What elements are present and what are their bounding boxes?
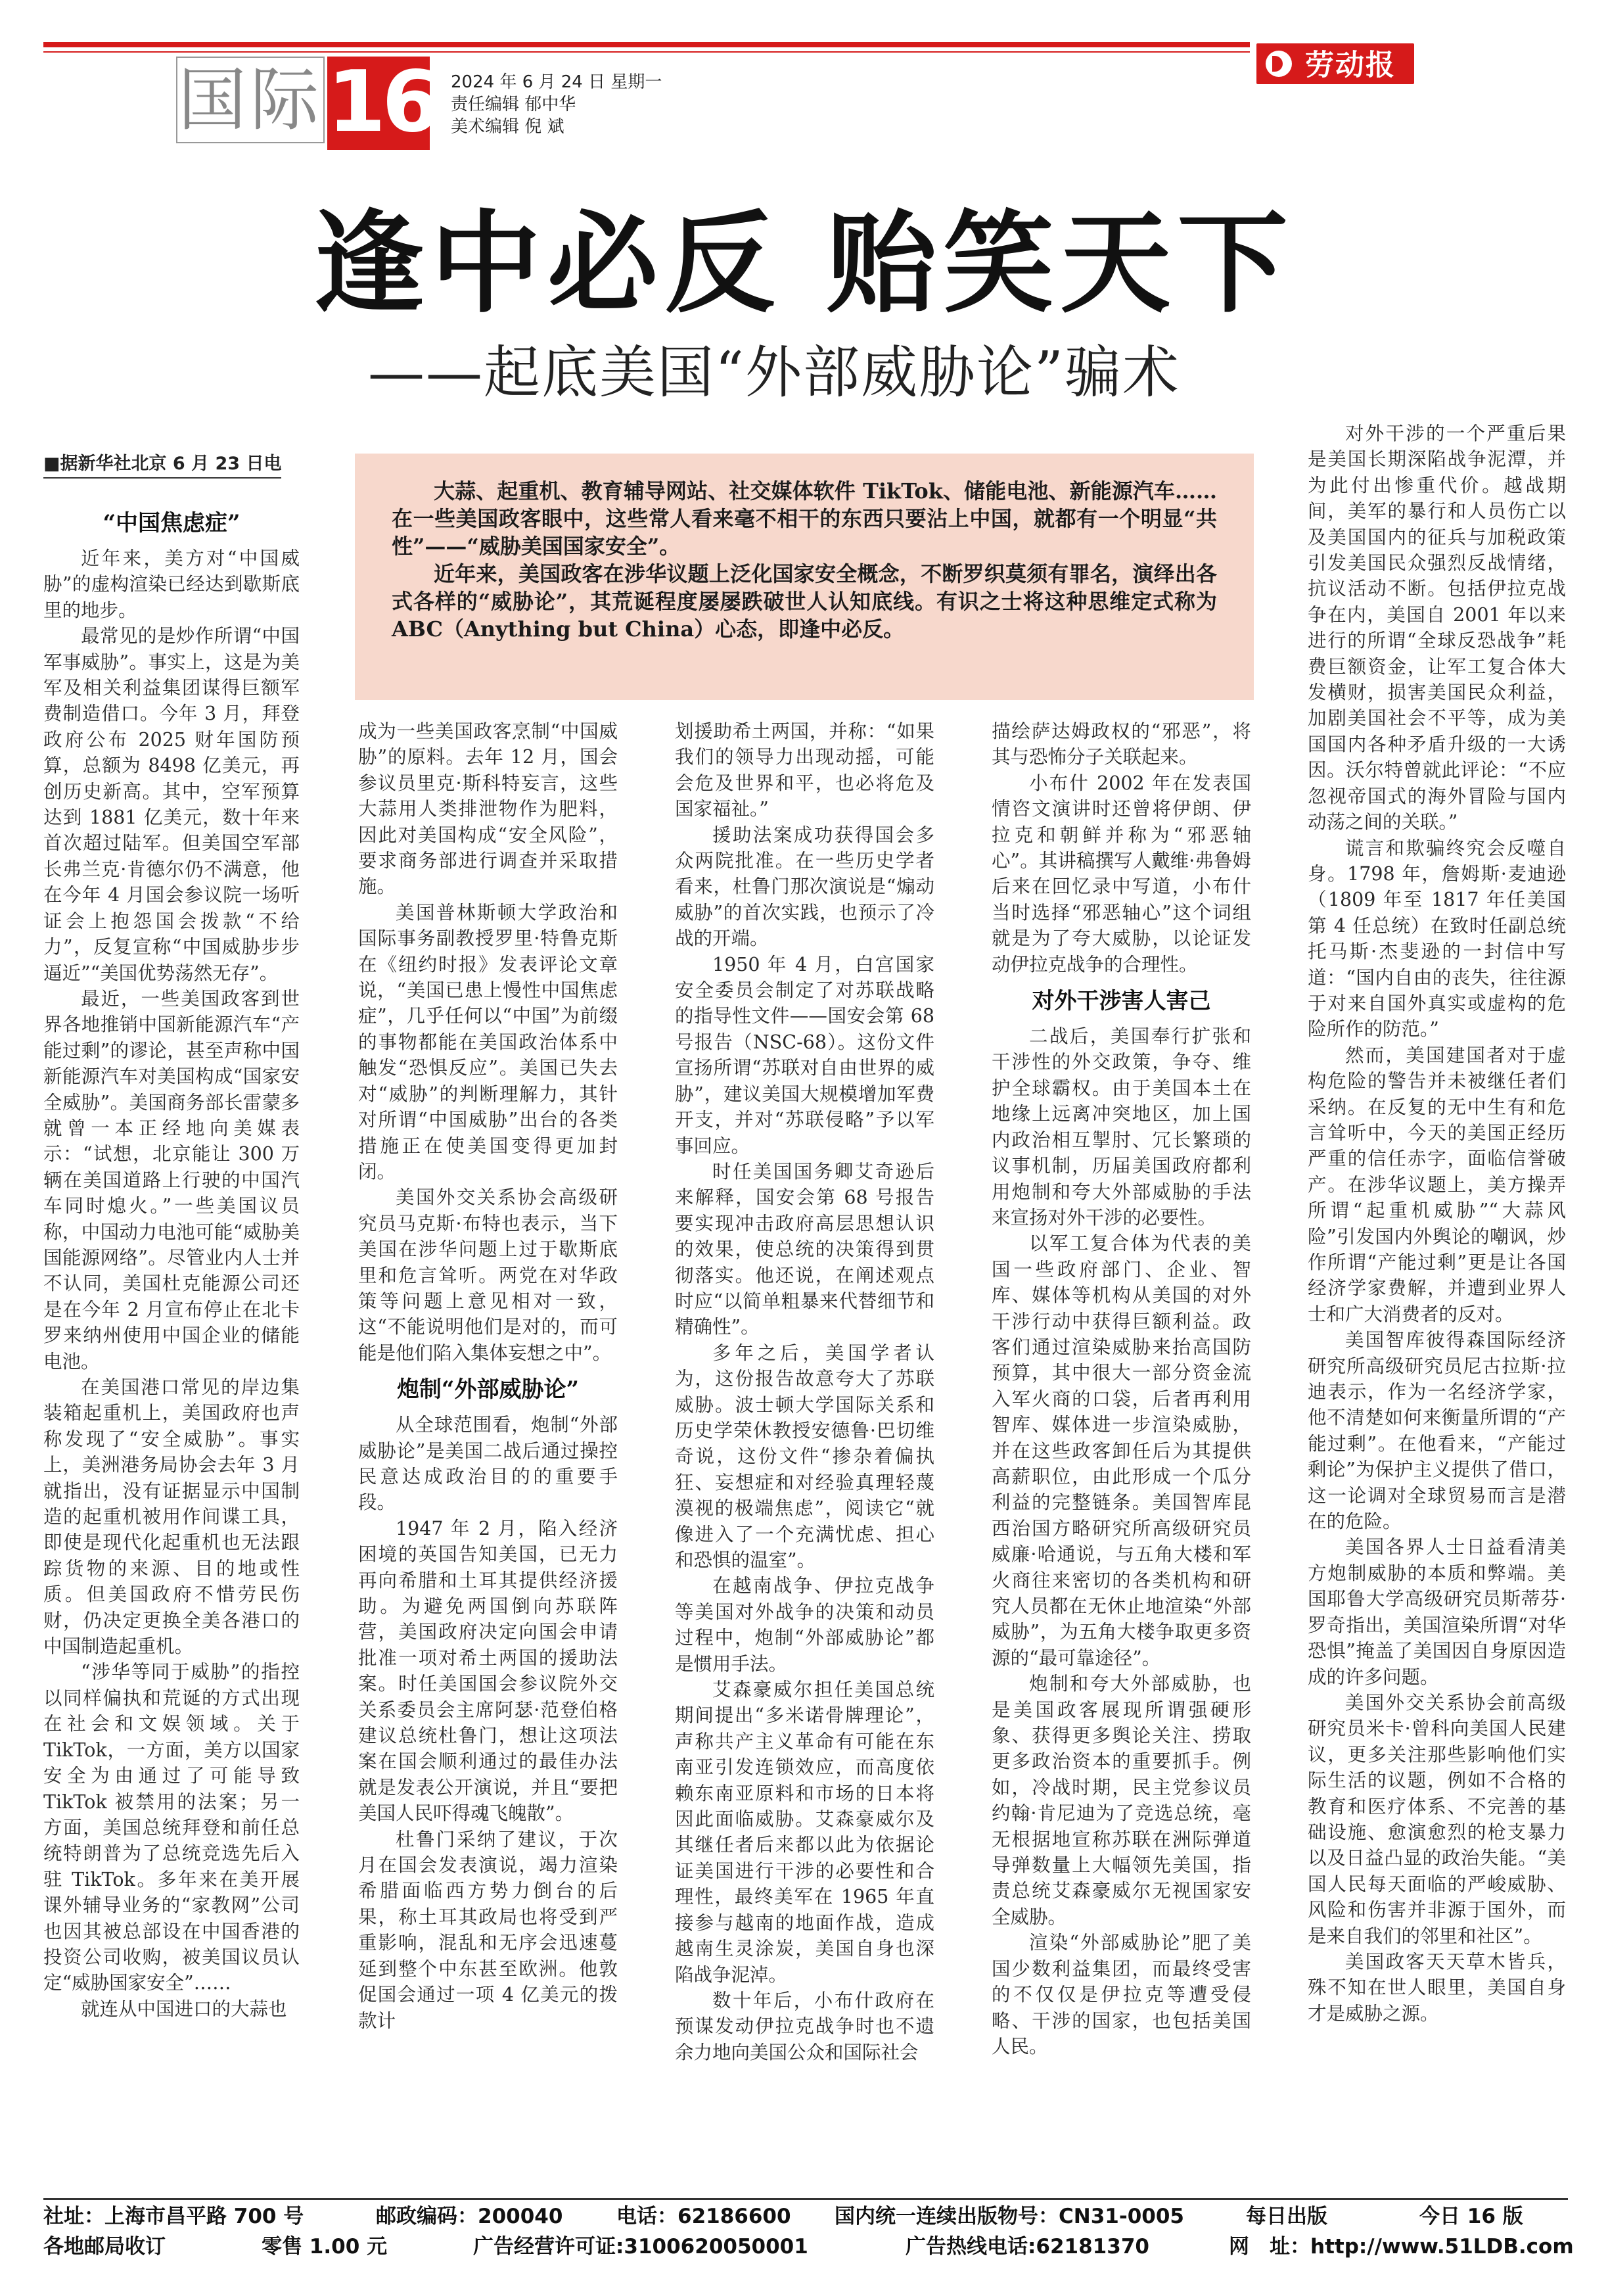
body-paragraph: 1947 年 2 月，陷入经济困境的英国告知美国，已无力再向希腊和土耳其提供经济援助。为避免两国倒向苏联阵营，美国政府决定向国会申请批准一项对希土两国的援助法案。时任美国国会参议院外交关系委员会主席阿瑟·范登伯格建议总统杜鲁门，想让这项法案在国会顺利通过的最佳办法就是发表公开演说，并且“要把美国人民吓得魂飞魄散”。 xyxy=(358,1517,618,1825)
body-paragraph: 艾森豪威尔担任美国总统期间提出“多米诺骨牌理论”，声称共产主义革命有可能在东南亚引发连锁效应，而高度依赖东南亚原料和市场的日本将因此面临威胁。艾森豪威尔及其继任者后来都以此为依据论证美国进行干涉的必要性和合理性，最终美军在 1965 年直接参与越南的地面作战，造成越南生灵涂炭，美国自身也深陷战争泥淖。 xyxy=(675,1679,934,1986)
footer-ad-license: 广告经营许可证:3100620050001 xyxy=(473,2235,808,2259)
footer-rule xyxy=(43,2198,1568,2200)
issue-date: 2024 年 6 月 24 日 星期一 xyxy=(451,72,662,92)
body-paragraph: 从全球范围看，炮制“外部威胁论”是美国二战后通过操控民意达成政治目的的重要手段。 xyxy=(358,1414,618,1514)
section-heading: 对外干涉害人害己 xyxy=(1032,988,1211,1015)
body-paragraph: 美国普林斯顿大学政治和国际事务副教授罗里·特鲁克斯在《纽约时报》发表评论文章说，“美国已患上慢性中国焦虑症”，几乎任何以“中国”为前缀的事物都能在美国政治体系中触发“恐惧反应”。美国已失去对“威胁”的判断理解力，其针对所谓“中国威胁”出台的各类措施正在使美国变得更加封闭。 xyxy=(358,901,618,1183)
article-column-1 xyxy=(43,500,300,2022)
footer-subscription: 各地邮局收订 xyxy=(43,2235,166,2259)
header-meta xyxy=(451,71,662,138)
body-paragraph: 多年之后，美国学者认为，这份报告故意夸大了苏联威胁。波士顿大学国际关系和历史学荣休教授安德鲁·巴切维奇说，这份文件“掺杂着偏执狂、妄想症和对经验真理轻蔑漠视的极端焦虑”，阅读它“就像进入了一个充满忧虑、担心和恐惧的温室”。 xyxy=(675,1342,934,1571)
body-paragraph: 然而，美国建国者对于虚构危险的警告并未被继任者们采纳。在反复的无中生有和危言耸听中，今天的美国正经历严重的信任赤字，面临信誉破产。在涉华议题上，美方操弄所谓“起重机威胁”“大蒜风险”引发国内外舆论的嘲讽，炒作所谓“产能过剩”更是让各国经济学家费解，并遭到业界人士和广大消费者的反对。 xyxy=(1308,1044,1566,1325)
newspaper-logo xyxy=(1256,43,1414,84)
body-paragraph: 最常见的是炒作所谓“中国军事威胁”。事实上，这是为美军及相关利益集团谋得巨额军费制造借口。今年 3 月，拜登政府公布 2025 财年国防预算，总额为 8498 亿美元，再创历史新高。其中，空军预算达到 1881 亿美元，数十年来首次超过陆军。但美国空军部长弗兰克·肯德尔仍不满意，他在今年 4 月国会参议院一场听证会上抱怨国会拨款“不给力”，反复宣称“中国威胁步步逼近”“美国优势荡然无存”。 xyxy=(43,625,300,984)
lead-box xyxy=(355,454,1254,700)
body-paragraph: 1950 年 4 月，白宫国家安全委员会制定了对苏联战略的指导性文件——国安会第 68 号报告（NSC-68）。这份文件宣扬所谓“苏联对自由世界的威胁”，建议美国大规模增加军费开支，并对“苏联侵略”予以军事回应。 xyxy=(675,953,934,1157)
lead-paragraph: 近年来，美国政客在涉华议题上泛化国家安全概念，不断罗织莫须有罪名，演绎出各式各样的“威胁论”，其荒诞程度屡屡跌破世人认知底线。有识之士将这种思维定式称为 ABC（Anything but China）心态，即逢中必反。 xyxy=(392,561,1217,642)
footer-price: 零售 1.00 元 xyxy=(262,2235,388,2259)
body-paragraph: 近年来，美方对“中国威胁”的虚构渲染已经达到歇斯底里的地步。 xyxy=(43,548,300,621)
body-paragraph: 对外干涉的一个严重后果是美国长期深陷战争泥潭，并为此付出惨重代价。越战期间，美军的暴行和人员伤亡以及美国国内的征兵与加税政策引发美国民众强烈反战情绪，抗议活动不断。包括伊拉克战争在内，美国自 2001 年以来进行的所谓“全球反恐战争”耗费巨额资金，让军工复合体大发横财，损害美国民众利益，加剧美国社会不平等，成为美国国内各种矛盾升级的一大诱因。沃尔特曾就此评论：“不应忽视帝国式的海外冒险与国内动荡之间的关联。” xyxy=(1308,423,1566,833)
footer-address: 社址：上海市昌平路 700 号 xyxy=(43,2205,304,2228)
article-column-4 xyxy=(992,718,1251,2059)
top-rule-thin xyxy=(43,51,1250,53)
body-paragraph: 以军工复合体为代表的美国一些政府部门、企业、智库、媒体等机构从美国的对外干涉行动中获得巨额利益。政客们通过渲染威胁来抬高国防预算，其中很大一部分资金流入军火商的口袋，后者再利用智库、媒体进一步渲染威胁，并在这些政客卸任后为其提供高薪职位，由此形成一个瓜分利益的完整链条。美国智库昆西治国方略研究所高级研究员威廉·哈通说，与五角大楼和军火商往来密切的各类机构和研究人员都在无休止地渲染“外部威胁”，为五角大楼争取更多资源的“最可靠途径”。 xyxy=(992,1232,1251,1669)
section-heading: 炮制“外部威胁论” xyxy=(396,1376,580,1403)
body-paragraph: 小布什 2002 年在发表国情咨文演讲时还曾将伊朗、伊拉克和朝鲜并称为“邪恶轴心”。其讲稿撰写人戴维·弗鲁姆后来在回忆录中写道，小布什当时选择“邪恶轴心”这个词组就是为了夸大威胁，以论证发动伊拉克战争的合理性。 xyxy=(992,772,1251,975)
body-paragraph: 最近，一些美国政客到世界各地推销中国新能源汽车“产能过剩”的谬论，甚至声称中国新能源汽车对美国构成“国家安全威胁”。美国商务部长雷蒙多就曾一本正经地向美媒表示：“试想，北京能让 300 万辆在美国道路上行驶的中国汽车同时熄火。”一些美国议员称，中国动力电池可能“威胁美国能源网络”。尽管业内人士并不认同，美国杜克能源公司还是在今年 2 月宣布停止在北卡罗来纳州使用中国企业的储能电池。 xyxy=(43,987,300,1372)
footer-cn-number: 国内统一连续出版物号：CN31-0005 xyxy=(835,2205,1184,2228)
article-column-3 xyxy=(675,718,934,2065)
art-editor-credit: 美术编辑 倪 斌 xyxy=(451,117,564,137)
footer-postcode: 邮政编码：200040 xyxy=(376,2205,563,2228)
section-label: 国际 xyxy=(176,57,325,143)
lead-paragraph: 大蒜、起重机、教育辅导网站、社交媒体软件 TikTok、储能电池、新能源汽车……在一些美国政客眼中，这些常人看来毫不相干的东西只要沾上中国，就都有一个明显“共性”——“威胁美国国家安全”。 xyxy=(392,479,1217,559)
body-paragraph: 援助法案成功获得国会多众两院批准。在一些历史学者看来，杜鲁门那次演说是“煽动威胁”的首次实践，也预示了冷战的开端。 xyxy=(675,824,934,950)
footer-frequency: 每日出版 xyxy=(1246,2205,1327,2228)
body-paragraph: 划援助希土两国，并称：“如果我们的领导力出现动摇，可能会危及世界和平，也必将危及国家福祉。” xyxy=(675,720,934,820)
page-number: 16 xyxy=(327,53,437,151)
body-paragraph: 时任美国国务卿艾奇逊后来解释，国安会第 68 号报告要实现冲击政府高层思想认识的效果，使总统的决策得到贯彻落实。他还说，在阐述观点时应“以简单粗暴来代替细节和精确性”。 xyxy=(675,1160,934,1338)
body-paragraph: 美国外交关系协会高级研究员马克斯·布特也表示，当下美国在涉华问题上过于歇斯底里和危言耸听。两党在对华政策等问题上意见相对一致，这“不能说明他们是对的，而可能是他们陷入集体妄想之中”。 xyxy=(358,1186,618,1364)
body-paragraph: 二战后，美国奉行扩张和干涉性的外交政策，争夺、维护全球霸权。由于美国本土在地缘上远离冲突地区，加上国内政治相互掣肘、冗长繁琐的议事机制，历届美国政府都利用炮制和夸大外部威胁的手法来宣扬对外干涉的必要性。 xyxy=(992,1025,1251,1229)
body-paragraph: 成为一些美国政客烹制“中国威胁”的原料。去年 12 月，国会参议员里克·斯科特妄言，这些大蒜用人类排泄物作为肥料，因此对美国构成“安全风险”，要求商务部进行调查并采取措施。 xyxy=(358,720,618,898)
body-paragraph: 美国外交关系协会前高级研究员米卡·曾科向美国人民建议，更多关注那些影响他们实际生活的议题，例如不合格的教育和医疗体系、不完善的基础设施、愈演愈烈的枪支暴力以及日益凸显的政治失能。“美国人民每天面临的严峻威胁、风险和伤害并非源于国外，而是来自我们的邻里和社区”。 xyxy=(1308,1691,1566,1947)
footer-website[interactable]: 网 址：http://www.51LDB.com xyxy=(1229,2235,1574,2259)
article-column-5 xyxy=(1308,421,1566,2027)
body-paragraph: 杜鲁门采纳了建议，于次月在国会发表演说，竭力渲染希腊面临西方势力倒台的后果，称土耳其政局也将受到严重影响，混乱和无序会迅速蔓延到整个中东甚至欧洲。他敦促国会通过一项 4 亿美元的拨款计 xyxy=(358,1828,618,2032)
section-heading: “中国焦虑症” xyxy=(103,510,241,536)
body-paragraph: “涉华等同于威胁”的指控以同样偏执和荒诞的方式出现在社会和文娱领域。关于TikTok，一方面，美方以国家安全为由通过了可能导致TikTok 被禁用的法案；另一方面，美国总统拜登和前任总统特朗普为了总统竞选先后入驻 TikTok。多年来在美开展课外辅导业务的“家教网”公司也因其被总部设在中国香港的投资公司收购，被美国议员认定“威胁国家安全”…… xyxy=(43,1661,300,1994)
body-paragraph: 就连从中国进口的大蒜也 xyxy=(81,1998,287,2020)
body-paragraph: 美国各界人士日益看清美方炮制威胁的本质和弊端。美国耶鲁大学高级研究员斯蒂芬·罗奇指出，美国渲染所谓“对华恐惧”掩盖了美国因自身原因造成的许多问题。 xyxy=(1308,1536,1566,1688)
body-paragraph: 谎言和欺骗终究会反噬自身。1798 年，詹姆斯·麦迪逊（1809 年至 1817 年任美国第 4 任总统）在致时任副总统托马斯·杰斐逊的一封信中写道：“国内自由的丧失，往往源于对来自国外真实或虚构的危险所作的防范。” xyxy=(1308,837,1566,1041)
body-paragraph: 美国智库彼得森国际经济研究所高级研究员尼古拉斯·拉迪表示，作为一名经济学家，他不清楚如何来衡量所谓的“产能过剩”。在他看来，“产能过剩论”为保护主义提供了借口，这一论调对全球贸易而言是潜在的危险。 xyxy=(1308,1329,1566,1533)
dateline: ■据新华社北京 6 月 23 日电 xyxy=(43,452,281,479)
article-title: 逢中必反 贻笑天下 xyxy=(313,198,1295,328)
article-subtitle: ——起底美国“外部威胁论”骗术 xyxy=(368,340,1180,406)
article-column-2 xyxy=(358,718,618,2034)
body-paragraph: 炮制和夸大外部威胁，也是美国政客展现所谓强硬形象、获得更多舆论关注、捞取更多政治资本的重要抓手。例如，冷战时期，民主党参议员约翰·肯尼迪为了竞选总统，毫无根据地宣称苏联在洲际弹道导弹数量上大幅领先美国，指责总统艾森豪威尔无视国家安全威胁。 xyxy=(992,1673,1251,1928)
body-paragraph: 描绘萨达姆政权的“邪恶”，将其与恐怖分子关联起来。 xyxy=(992,720,1251,768)
body-paragraph: 美国政客天天草木皆兵，殊不知在世人眼里，美国自身才是威胁之源。 xyxy=(1308,1950,1566,2025)
body-paragraph: 在越南战争、伊拉克战争等美国对外战争的决策和动员过程中，炮制“外部威胁论”都是惯用手法。 xyxy=(675,1575,934,1675)
footer-phone: 电话：62186600 xyxy=(616,2205,791,2228)
footer-ad-hotline: 广告热线电话:62181370 xyxy=(906,2235,1149,2259)
paper-name: 劳动报 xyxy=(1305,48,1396,82)
body-paragraph: 在美国港口常见的岸边集装箱起重机上，美国政府也声称发现了“安全威胁”。事实上，美洲港务局协会去年 3 月就指出，没有证据显示中国制造的起重机被用作间谍工具，即使是现代化起重机也无法跟踪货物的来源、目的地或性质。但美国政府不惜劳民伤财，仍决定更换全美各港口的中国制造起重机。 xyxy=(43,1376,300,1658)
logo-icon xyxy=(1266,51,1292,77)
body-paragraph: 数十年后，小布什政府在预谋发动伊拉克战争时也不遗余力地向美国公众和国际社会 xyxy=(675,1989,934,2063)
top-rule xyxy=(43,42,1250,47)
editor-credit: 责任编辑 郁中华 xyxy=(451,95,576,114)
footer-pages: 今日 16 版 xyxy=(1419,2205,1523,2228)
body-paragraph: 渲染“外部威胁论”肥了美国少数利益集团，而最终受害的不仅仅是伊拉克等遭受侵略、干涉的国家，也包括美国人民。 xyxy=(992,1932,1251,2057)
